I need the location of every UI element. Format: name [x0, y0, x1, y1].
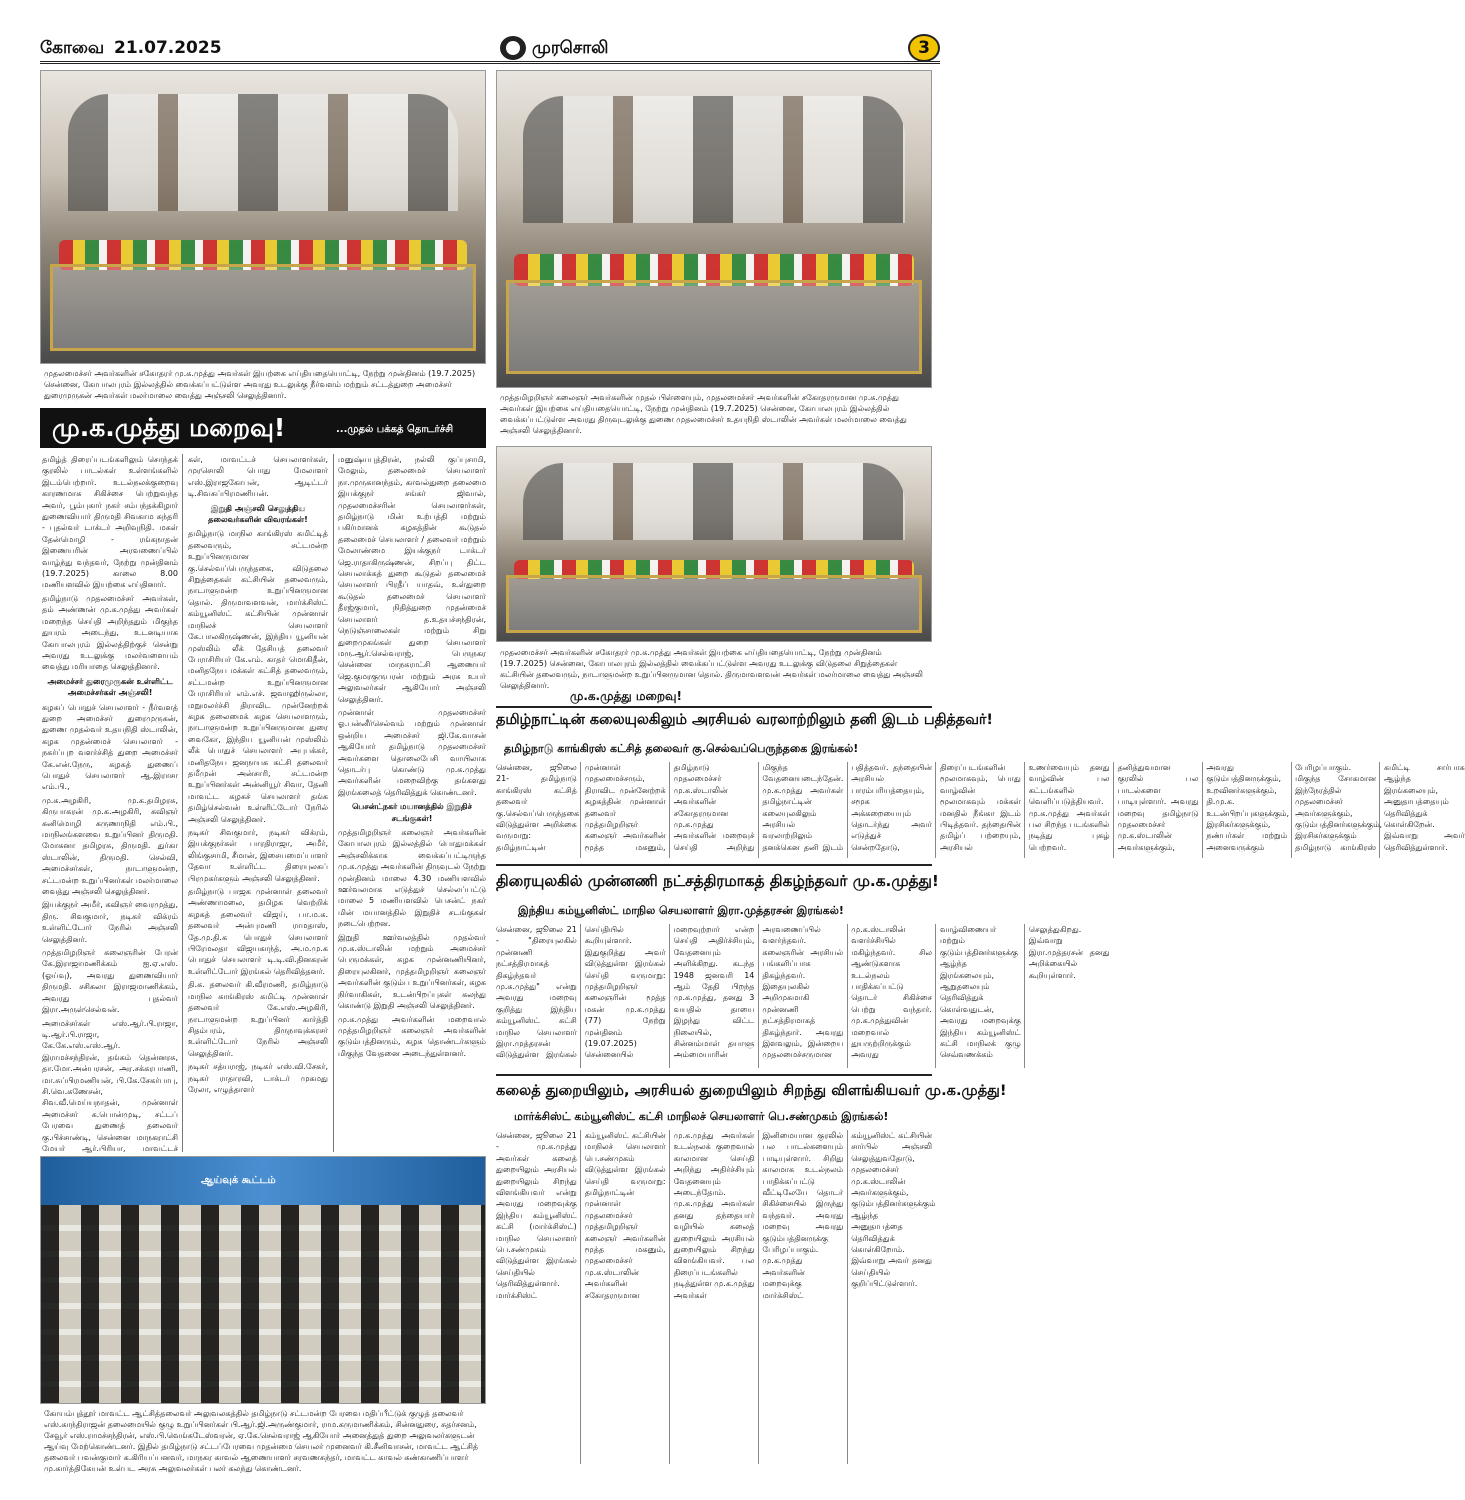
page-number: 3 — [908, 34, 940, 62]
story3-headline: திரையுலகில் முன்னணி நட்சத்திரமாகத் திகழ்ந்தவர் மு.க.முத்து! — [496, 872, 939, 890]
photo-review-meeting — [40, 1156, 486, 1404]
main-story-column-1: தமிழ்த் திரைப்படங்களிலும் சொந்தக் குரலில் பாடல்கள் உள்ளங்களில் இடம்பெற்றார். உடல்நலக்குறைவு காரணமாக சிகிச்சை பெற்றுவந்த அவர், பூம்புகார் நகர் சம்பந்தக்கிழார் துணைவியார் திருமதி சிவகாம சுந்தரி - புதல்வர் டாக்டர் அறிவுநிதி. மகள் தேன்மொழி - ரங்கநாதன் இணையரின் அரவணைப்பில் வாழ்ந்து வந்தவர், நேற்று முன்தினம் (19.7.2025) காலை 8.00 மணியளவில் இயற்கை எய்தினார். தமிழ்நாடு முதலமைச்சர் அவர்கள், தம் அண்ணன் மு.க.முத்து அவர்கள் மறைந்த செய்தி அறிந்ததும் மிகுந்த துயரம் அடைந்து, உடனடியாக கோபாலபுரம் இல்லத்திற்குச் சென்று அவரது உடலுக்கு மலர்வளையம் வைத்து மரியாதை செலுத்தினார். அமைச்சர் துரைமுருகன் உள்ளிட்ட அமைச்சர்கள் அஞ்சலி! கழகப் பொதுச் செயலாளர் - நீர்வளத் துறை அமைச்சர் துரைமுருகன், துணை முதல்வர் உதயநிதி ஸ்டாலின், கழக முதன்மைச் செயலாளர் - நகர்ப்புற வளர்ச்சித் துறை அமைச்சர் கே.என்.நேரு, கழகத் துணைப் பொதுச் செயலாளர் ஆ.இராசா எம்.பி., மு.க.அழகிரி, மு.க.தமிழரசு, கிருபாகரன் மு.க.அழகிரி, கவிஞர் கனிமொழி கருணாநிதி எம்.பி., மாநிலங்களவை உறுப்பினர் திருமதி. மோகனா தமிழரசு, திருமதி. துர்கா ஸ்டாலின், திருமதி. செல்வி, அமைச்சர்கள், நாடாளுமன்ற, சட்டமன்ற உறுப்பினர்கள் மலர்மாலை வைத்து அஞ்சலி செலுத்தினர். இயக்குநர் அமீர், கவிஞர் வைரமுத்து, திரு. சிவகுமார், நடிகர் விக்ரம் உள்ளிட்டோர் நேரில் அஞ்சலி செலுத்தினர். முத்தமிழறிஞர் கலைஞரின் பேரன் கே.இராஜாமணிக்கம் ஐ.ஏ.எஸ். (ஓய்வு), அவரது துணைவியார் திருமதி. சசிகலா இராஜமாணிக்கம், அவரது புதல்வர் இரா.அருள்செல்வன். அமைச்சர்கள் எஸ்.ஆர்.பி.ராஜா, டி.ஆர்.பி.ராஜா, கே.கே.எஸ்.எஸ்.ஆர். இராமச்சந்திரன், தங்கம் தென்னரசு, தா.மோ.அன்பரசன், அர.சக்கரபாணி, மா.சுப்பிரமணியன், பி.கே.சேகர்பாபு, சி.வெ.கணேசன், சிவ.வீ.மெய்யநாதன், முன்னாள் அமைச்சர் க.பொன்முடி, சட்டப் பேரவை துணைத் தலைவர் கு.பிச்சாண்டி, சென்னை மாநகராட்சி மேயர் ஆர்.பிரியா, மாவட்டச் — [42, 455, 178, 1153]
masthead — [40, 34, 940, 64]
photo-caption-meeting: கோயம்புத்தூர் மாவட்ட ஆட்சித்தலைவர் அலுவலகத்தில் தமிழ்நாடு சட்டமன்ற பேரவை மதிப்பீட்டுக் குழுத் தலைவர் எஸ்.காந்திராஜன் தலைமையில் குழு உறுப்பினர்கள் பி.ஆர்.ஜி.அருண்குமார், ராம.கருமாணிக்கம், சின்னதுரை, சுதர்சனம், சேவூர் எஸ்.ராமச்சந்திரன், எஸ்.பி.வெங்கடேஸ்வரன், ஏ.கே.செல்வராஜ் ஆகியோர் அனைத்துத் துறை அலுவலர்களுடன் ஆய்வு மேற்கொண்டனர். இதில் தமிழ்நாடு சட்டப்பேரவை முதன்மை செயலர் முனைவர் கி.சீனிவாசன், மாவட்ட ஆட்சித் தலைவர் பவன்குமார் க.கிரியப்பனவர், மாநகர காவல் ஆணையாளர் சரவணசுந்தர், மாவட்ட காவல் கண்காணிப்பாளர் மு.கார்த்திகேயன் உள்பட அரசு அலுவலர்கள் பலர் கலந்து கொண்டனர். — [44, 1409, 479, 1473]
photo-tribute-duraimurugan — [40, 70, 486, 364]
photo-caption-duraimurugan: முதலமைச்சர் அவர்களின் சகோதரர் மு.க.முத்து அவர்கள் இயற்கை எய்தியதையொட்டி, நேற்று முன்தினம் (19.7.2025) சென்னை, கோபாலபுரம் இல்லத்தில் வைக்கப்பட்டுள்ள அவரது உடலுக்கு நீர்வளம் மற்றும் சட்டத்துறை அமைச்சர் துரைமுருகன் அவர்கள் மலர்மாலை வைத்து அஞ்சலி செலுத்தினார். — [44, 369, 476, 400]
subheading-leaders: இறுதி அஞ்சலி செலுத்திய தலைவர்களின் விவரங்கள்! — [208, 503, 308, 525]
story2-subhead: தமிழ்நாடு காங்கிரஸ் கட்சித் தலைவர் கு.செல்வப்பெருந்தகை இரங்கல்! — [504, 742, 859, 755]
main-story-banner — [40, 408, 486, 448]
main-story-headline: மு.க.முத்து மறைவு! — [52, 413, 286, 442]
photo-caption-thirumavalavan: முதலமைச்சர் அவர்களின் சகோதரர் மு.க.முத்து அவர்கள் இயற்கை எய்தியதையொட்டி, நேற்று முன்தினம் (19.7.2025) சென்னை, கோபாலபுரம் இல்லத்தில் வைக்கப்பட்டுள்ள அவரது உடலுக்கு விடுதலை சிறுத்தைகள் கட்சியின் தலைவரும், நாடாளுமன்ற உறுப்பினருமான தொல். திருமாவளவன் அவர்கள் மலர்மாலை வைத்து அஞ்சலி செலுத்தினார். — [500, 648, 923, 690]
photo-caption-udhayanidhi: முத்தமிழறிஞர் கலைஞர் அவர்களின் முதல் பிள்ளையும், முதலமைச்சர் அவர்களின் சகோதரருமான மு.க.முத்து அவர்கள் இயற்கை எய்தியதையொட்டி, நேற்று முன்தினம் (19.7.2025) சென்னை, கோபாலபுரம் இல்லத்தில் வைக்கப்பட்டுள்ள அவரது திருவுடலுக்கு துணை முதலமைச்சர் உதயநிதி ஸ்டாலின் அவர்கள் மலர்மாலை வைத்து அஞ்சலி செலுத்தினார். — [500, 393, 907, 435]
main-story-column-2: கள், மாவட்டச் செயலாளர்கள், முரசொலி பொது மேலாளர் எஸ்.இராஜகோபன், ஆடிட்டர் டி.சிவசுப்பிரமணியன். இறுதி அஞ்சலி செலுத்திய தலைவர்களின் விவரங்கள்! தமிழ்நாடு மாநில காங்கிரஸ் கமிட்டித் தலைவரும், சட்டமன்ற உறுப்பினருமான கு.செல்வப்பெருந்தகை, விடுதலை சிறுத்தைகள் கட்சியின் தலைவரும், நாடாளுமன்ற உறுப்பினருமான தொல். திருமாவளவன், மார்க்சிஸ்ட் கம்யூனிஸ்ட் கட்சியின் முன்னாள் மாநிலச் செயலாளர் கே.பாலகிருஷ்ணன், இந்திய யூனியன் முஸ்லிம் லீக் தேசியத் தலைவர் பேராசிரியர் கே.எம். காதர் மொகிதீன், மனிதநேய மக்கள் கட்சித் தலைவரும், சட்டமன்ற உறுப்பினருமான பேராசிரியர் எம்.எச். ஜவாஹிருல்லா, மறுமலர்ச்சி திராவிட முன்னேற்றக் கழக தலைமைக் கழக செயலாளரும், நாடாளுமன்ற உறுப்பினருமான துரை வைகோ, இந்திய யூனியன் முஸ்லிம் லீக் பொதுச் செயலாளர் அபுபக்கர், மனிதநேய ஜனநாயக கட்சி தலைவர் தமீமுன் அன்சாரி, சட்டமன்ற உறுப்பினர்கள் அன்னியூர் சிவா, தேனி மாவட்ட கழகச் செயலாளர் தங்க தமிழ்செல்வன் உள்ளிட்டோர் நேரில் அஞ்சலி செலுத்தினர். நடிகர் சிவகுமார், நடிகர் விக்ரம், இயக்குநர்கள் பாரதிராஜா, அமீர், லிங்குசாமி, சீமான், இசையமைப்பாளர் தேவா உள்ளிட்ட திரையுலகப் பிரமுகர்களும் அஞ்சலி செலுத்தினர். தமிழ்நாடு பாஜக முன்னாள் தலைவர் அண்ணாமலை, தமிழக வெற்றிக் கழகத் தலைவர் விஜய், பா.ம.க. தலைவர் அன்புமணி ராமதாஸ், தே.மு.தி.க பொதுச் செயலாளர் பிரேமலதா விஜயகாந்த், அ.ம.மு.க பொதுச் செயலாளர் டி.டி.வி.தினகரன் உள்ளிட்டோர் இரங்கல் தெரிவித்தனர். தி.க. தலைவர் கி.வீரமணி, தமிழ்நாடு மாநில காங்கிரஸ் கமிட்டி முன்னாள் தலைவர் கே.எஸ்.அழகிரி, நாடாளுமன்ற உறுப்பினர் கார்த்தி சிதம்பரம், திருநாவுக்கரசர் உள்ளிட்டோர் நேரில் அஞ்சலி செலுத்தினர். நடிகர் சத்யராஜ், நடிகர் எஸ்.வி.சேகர், நடிகர் ராதாரவி, டாக்டர் முகமது ரேலா, எழுத்தாளர் — [188, 455, 328, 1094]
subheading-ministers: அமைச்சர் துரைமுருகன் உள்ளிட்ட அமைச்சர்கள் அஞ்சலி! — [47, 676, 173, 698]
main-story-continued-label: ...முதல் பக்கத் தொடர்ச்சி — [336, 424, 454, 435]
story2-kicker: மு.க.முத்து மறைவு! — [570, 689, 682, 703]
photo-tribute-udhayanidhi — [496, 70, 932, 388]
story2-headline: தமிழ்நாட்டின் கலையுலகிலும் அரசியல் வரலாற்றிலும் தனி இடம் பதித்தவர்! — [496, 712, 993, 728]
main-story-column-3: மனுஷ்யபுத்திரன், நல்லி குப்புசாமி, மேலும், தலைமைச் செயலாளர் நா.முருகானந்தம், காவல்துறை தலைமை இயக்குநர் சங்கர் ஜிவால், முதலமைச்சரின் செயலாளர்கள், தமிழ்நாடு மின் உற்பத்தி மற்றும் பகிர்மானக் கழகத்தின் கூடுதல் தலைமைச் செயலாளர் / தலைவர் மற்றும் மேலாண்மை இயக்குநர் டாக்டர் ஜெ.ராதாகிருஷ்ணன், சிறப்பு திட்ட செயலாக்கத் துறை கூடுதல் தலைமைச் செயலாளர் பிரதீப் யாதவ், உள்துறை கூடுதல் தலைமைச் செயலாளர் தீரஜ்குமார், நிதித்துறை முதன்மைச் செயலாளர் த.உதயச்சந்திரன், நெடுஞ்சாலைகள் மற்றும் சிறு துறைமுகங்கள் துறை செயலாளர் மரு.ஆர்.செல்வராஜ், பெருநகர சென்னை மாநகராட்சி ஆணையர் ஜெ.குமரகுருபரன் மற்றும் அரசு உயர் அலுவலர்கள் ஆகியோர் அஞ்சலி செலுத்தினர். முன்னாள் முதலமைச்சர் ஓ.பன்னீர்செல்வம் மற்றும் முன்னாள் ஒன்றிய அமைச்சர் ஜி.கே.வாசன் ஆகியோர் தமிழ்நாடு முதலமைச்சர் அவர்களை தொலைபேசி வாயிலாக தொடர்பு கொண்டு மு.க.முத்து அவர்களின் மறைவிற்கு தங்களது இரங்கலைத் தெரிவித்துக் கொண்டனர். பெசன்ட்நகர் மயானத்தில் இறுதிச் சடங்குகள்! முத்தமிழறிஞர் கலைஞர் அவர்களின் கோபாலபுரம் இல்லத்தில் பொதுமக்கள் அஞ்சலிக்காக வைக்கப்பட்டிருந்த மு.க.முத்து அவர்களின் திருவுடல் நேற்று முன்தினம் மாலை 4.30 மணியளவில் ஊர்வலமாக எடுத்துச் செல்லப்பட்டு மாலை 5 மணியளவில் பெசன்ட் நகர் மின் மயானத்தில் இறுதிச் சடங்குகள் நடைபெற்றன. இறுதி ஊர்வலத்தில் முதல்வர் மு.க.ஸ்டாலின் மற்றும் அமைச்சர் பெருமக்கள், கழக முன்னணியினர், திரையுலகினர், முத்தமிழறிஞர் கலைஞர் அவர்களின் குடும்ப உறுப்பினர்கள், கழக நிர்வாகிகள், உடன்பிறப்புகள் கலந்து கொண்டு இறுதி அஞ்சலி செலுத்தினர். மு.க.முத்து அவர்களின் மறைவால் முத்தமிழறிஞர் கலைஞர் அவர்களின் குடும்பத்தினரும், கழக தொண்டர்களும் மிகுந்த வேதனை அடைந்துள்ளனர். — [338, 455, 486, 1058]
story4-subhead: மார்க்சிஸ்ட் கம்யூனிஸ்ட் கட்சி மாநிலச் செயலாளர் பெ.சண்முகம் இரங்கல்! — [514, 1110, 889, 1123]
story4-headline: கலைத் துறையிலும், அரசியல் துறையிலும் சிறந்து விளங்கியவர் மு.க.முத்து! — [496, 1082, 1007, 1099]
meeting-screen-text: ஆய்வுக் கூட்டம் — [201, 1175, 276, 1186]
newspaper-name: முரசொலி — [532, 38, 609, 58]
edition-city: கோவை — [40, 38, 105, 58]
edition-date: 21.07.2025 — [114, 38, 222, 58]
story3-subhead: இந்திய கம்யூனிஸ்ட் மாநில செயலாளர் இரா.முத்தரசன் இரங்கல்! — [518, 904, 844, 917]
story4-body: சென்னை, ஜூலை 21 - மு.க.முத்து அவர்கள் கலைத் துறையிலும் அரசியல் துறையிலும் சிறந்து விளங்கியவர் என்று அவரது மறைவுக்கு இந்திய கம்யூனிஸ்ட் கட்சி (மார்க்சிஸ்ட்) மாநில செயலாளர் பெ.சண்முகம் விடுத்துள்ள இரங்கல் செய்தியில் தெரிவித்துள்ளார். மார்க்சிஸ்ட் கம்யூனிஸ்ட் கட்சியின் மாநிலச் செயலாளர் பெ.சண்முகம் விடுத்துள்ள இரங்கல் செய்தி வருமாறு: தமிழ்நாட்டின் முன்னாள் முதலமைச்சர் முத்தமிழறிஞர் கலைஞர் அவர்களின் மூத்த மகனும், முதலமைச்சர் மு.க.ஸ்டாலின் அவர்களின் சகோதரருமான மு.க.முத்து அவர்கள் உடல்நலக் குறைவால் காலமான செய்தி அறிந்து அதிர்ச்சியும் வேதனையும் அடைந்தோம். மு.க.முத்து அவர்கள் தனது தந்தையார் வழியில் கலைத் துறையிலும் அரசியல் துறையிலும் சிறந்து விளங்கியவர். பல திரைப்படங்களில் நடித்துள்ள மு.க.முத்து அவர்கள் இனிமையான குரலில் பல பாடல்களையும் பாடியுள்ளார். சிறிது காலமாக உடல்நலம் பாதிக்கப்பட்டு வீட்டிலேயே தொடர் சிகிச்சையில் இருந்து வந்தவர். அவரது மறைவு அவரது குடும்பத்தினருக்கு பேரிழப்பாகும். மு.க.முத்து அவர்களின் மறைவுக்கு மார்க்சிஸ்ட் கம்யூனிஸ்ட் கட்சியின் சார்பில் அஞ்சலி செலுத்துவதோடு, முதலமைச்சர் மு.க.ஸ்டாலின் அவர்களுக்கும், குடும்பத்தினர்களுக்கும் ஆழ்ந்த அனுதாபத்தை தெரிவித்துக் கொள்கிறோம். இவ்வாறு அவர் தனது செய்தியில் குறிப்பிட்டுள்ளார். — [496, 1131, 936, 1300]
photo-tribute-thirumavalavan — [496, 446, 932, 642]
newspaper-logo-icon — [500, 36, 526, 60]
story3-body: சென்னை, ஜூலை 21 - "திரையுலகில் முன்னணி நட்சத்திரமாகத் திகழ்ந்தவர் மு.க.முத்து" என்று அவரது மறைவு குறித்து இந்திய கம்யூனிஸ்ட் கட்சி மாநில செயலாளர் இரா.முத்தரசன் விடுத்துள்ள இரங்கல் செய்தியில் கூறியுள்ளார். இதுகுறித்து அவர் விடுத்துள்ள இரங்கல் செய்தி வருமாறு: முத்தமிழறிஞர் கலைஞரின் மூத்த மகன் மு.க.முத்து (77) நேற்று முன்தினம் (19.07.2025) சென்னையில் மறைவுற்றார் என்ற செய்தி அதிர்ச்சியும், வேதனையும் அளிக்கிறது. கடந்த 1948 ஜனவரி 14 ஆம் தேதி பிறந்த மு.க.முத்து, தனது 3 வயதில் தாயை இழந்து விட்ட நிலையில், சின்னம்மாள் தயாளு அம்மையாரின் அரவணைப்பில் வளர்ந்தவர். கலைஞரின் அரசியல் பங்களிப்பாக திகழ்ந்தவர். இதையுலகில் அறிமுகமாகி முன்னணி நட்சத்திரமாகத் திகழ்ந்தார். அவரது இளவலும், இன்றைய முதலமைச்சருமான மு.க.ஸ்டாலின் வளர்ச்சியில் மகிழ்ந்தவர். சில ஆண்டுகளாக உடல்நலம் பாதிக்கப்பட்டு தொடர் சிகிச்சை பெற்று வந்தார். மு.க.முத்துவின் மறைவால் துயருற்றிருக்கும் அவரது வாழ்விணையர் மற்றும் குடும்பத்தினர்களுக்கு ஆழ்ந்த இரங்கலையும், ஆறுதலையும் தெரிவித்துக் கொள்வதுடன், அவரது மறைவுக்கு இந்திய கம்யூனிஸ்ட் கட்சி மாநிலக் குழு செவ்வணக்கம் செலுத்துகிறது. இவ்வாறு இரா.முத்தரசன் தனது அறிக்கையில் கூறியுள்ளார். — [496, 925, 1110, 1060]
subheading-funeral: பெசன்ட்நகர் மயானத்தில் இறுதிச் சடங்குகள்! — [352, 802, 472, 823]
story2-body: சென்னை, ஜூலை 21- தமிழ்நாடு காங்கிரஸ் கட்சித் தலைவர் கு.செல்வப்பெருந்தகை விடுத்துள்ள அறிக்கை வருமாறு: தமிழ்நாட்டின் முன்னாள் முதலமைச்சரும், திராவிட முன்னேற்றக் கழகத்தின் முன்னாள் தலைவர் முத்தமிழறிஞர் கலைஞர் அவர்களின் மூத்த மகனும், தமிழ்நாடு முதலமைச்சர் மு.க.ஸ்டாலின் அவர்களின் சகோதரருமான மு.க.முத்து அவர்களின் மறைவுச் செய்தி அறிந்து மிகுந்த வேதனையடைந்தேன். மு.க.முத்து அவர்கள் தமிழ்நாட்டின் கலையுலகிலும் அரசியல் வரலாற்றிலும் தனக்கென தனி இடம் பதித்தவர். தந்தையின் அரசியல் பாரம்பரியத்தையும், சமூக அக்கறையையும் தொடர்ந்து அவர் எடுத்துச் சென்றதோடு, திரைப்படங்களின் மூலமாகவும், பொது வாழ்வின் மூலமாகவும் மக்கள் மனதில் நீங்கா இடம் பிடித்தவர். தந்தையின் தமிழ்ப் பற்றையும், அரசியல் உணர்வையும் தனது வாழ்வின் பல கட்டங்களில் வெளிப்படுத்தியவர். மு.க.முத்து அவர்கள் பல சிறந்த படங்களில் நடித்து புகழ் பெற்றவர். தனித்துவமான குரலில் பல பாடல்களை பாடியுள்ளார். அவரது மறைவு தமிழ்நாடு முதலமைச்சர் மு.க.ஸ்டாலின் அவர்களுக்கும், அவரது குடும்பத்தினருக்கும், உறவினர்களுக்கும், தி.மு.க. உடன்பிறப்புகளுக்கும், இரசிகர்களுக்கும், நண்பர்கள் மற்றும் அனைவருக்கும் பேரிழப்பாகும். மிகுந்த சோகமான இந்நேரத்தில் முதலமைச்சர் அவர்களுக்கும், குடும்பத்தினர்களுக்கும், இரசிகர்களுக்கும் தமிழ்நாடு காங்கிரஸ் கமிட்டி சார்பாக ஆழ்ந்த இரங்கலையும், அனுதாபத்தையும் தெரிவித்துக் கொள்கிறேன். இவ்வாறு அவர் தெரிவித்துள்ளார். — [496, 763, 1465, 852]
